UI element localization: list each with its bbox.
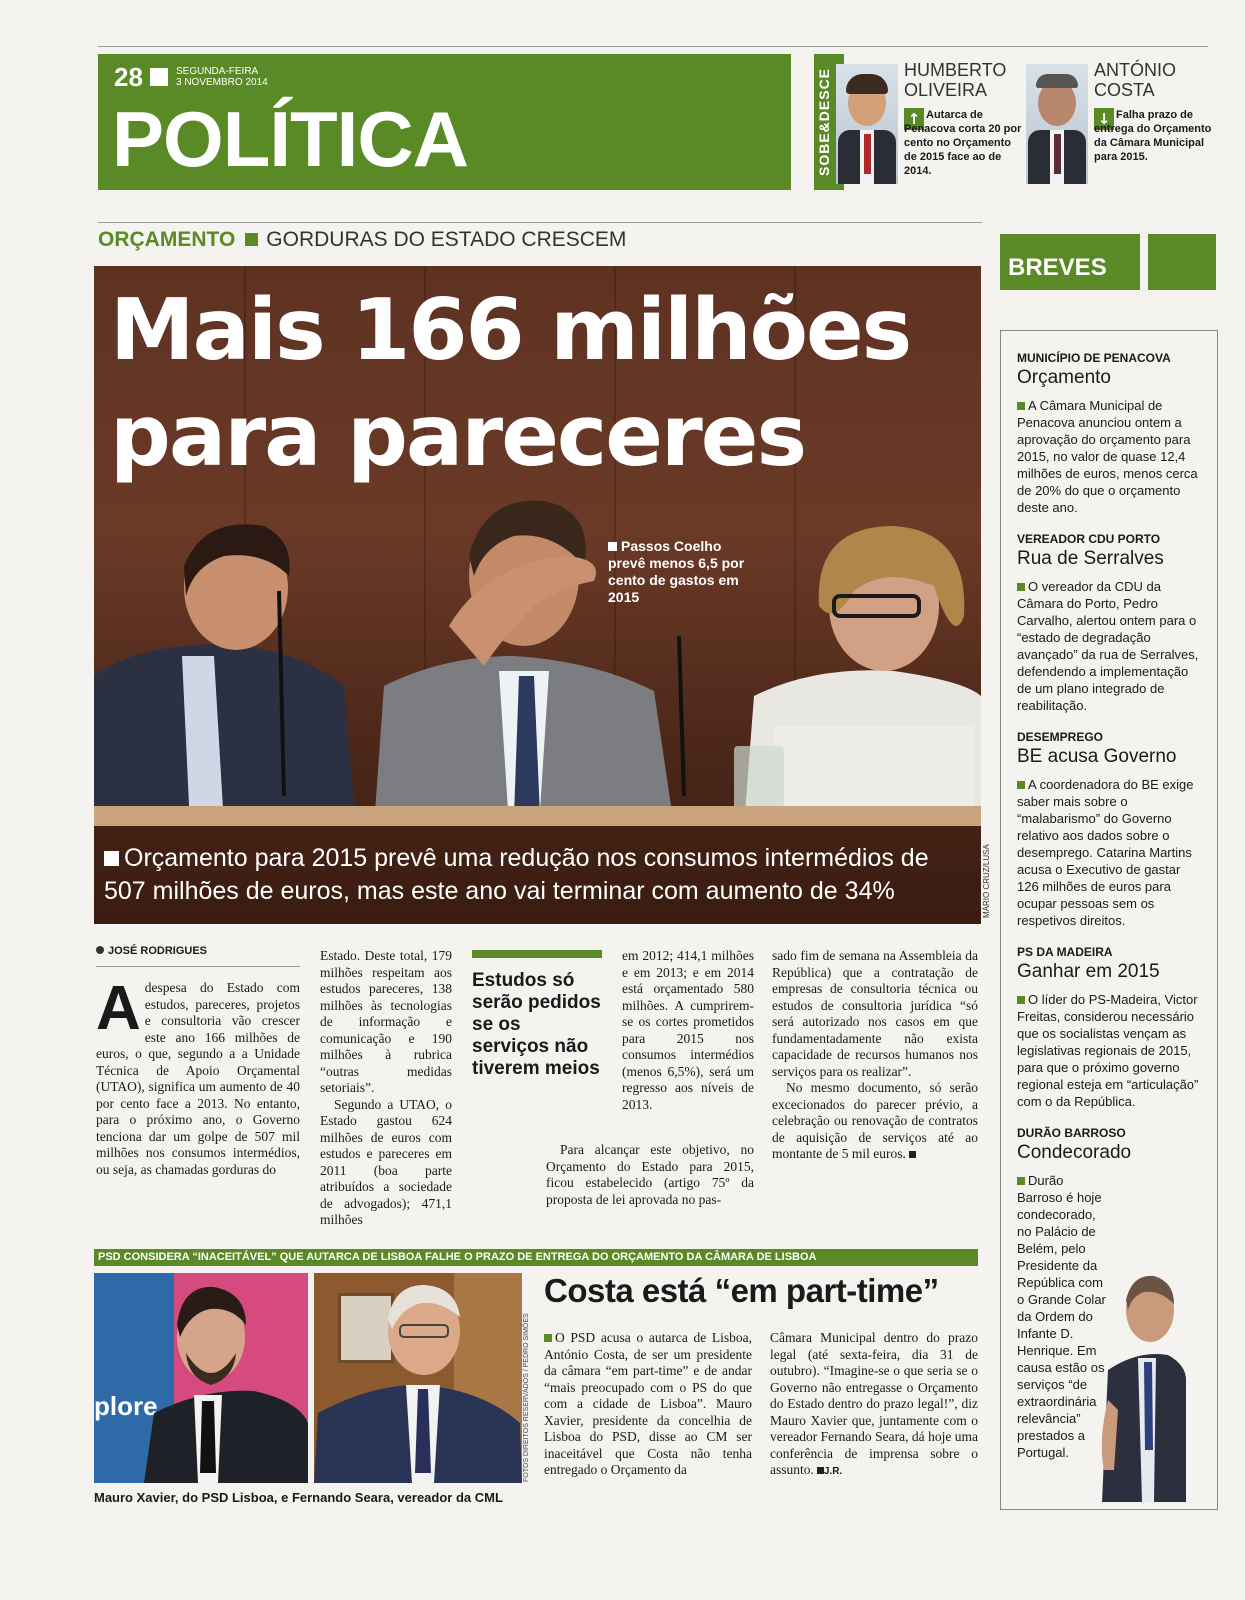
kicker-subtopic: GORDURAS DO ESTADO CRESCEM <box>266 228 627 251</box>
antonio-costa-photo <box>1026 64 1088 184</box>
desce-name: ANTÓNIO COSTA <box>1094 60 1177 100</box>
headline-line-1: Mais 166 milhões <box>110 281 911 380</box>
main-photo <box>94 266 981 924</box>
bottom-photo-credit: FOTOS DIREITOS RESERVADOS / PEDRO SIMÕES <box>523 1313 530 1482</box>
pull-quote <box>472 950 602 1080</box>
bottom-column-1: O PSD acusa o autarca de Lisboa, António Costa, de ser um presidente da câmara “em part-time” e de andar “mais preocupado com o PS do que com a cidade de Lisboa”. Mauro Xavier, presidente da concelhia de Lisboa do PSD, disse ao CM ser inaceitável que Costa não tenha entregado o Orçamento da <box>544 1330 752 1477</box>
arrow-down-icon: ↓ <box>1094 108 1114 130</box>
bottom-column-2: Câmara Municipal dentro do prazo legal (até sexta-feira, dia 31 de outubro). “Imagine-se o que seria se o Governo não entregasse o Orçamento do Estado dentro do prazo legal!”, diz Mauro Xavier que, juntamente com o vereador Fernando Seara, dá hoje uma conferência de imprensa sobre o assunto. J.R. <box>770 1330 978 1477</box>
article-column-2: Estado. Deste total, 179 milhões respeitam aos estudos pareceres, 138 milhões às tecnologias de informação e comunicação e 190 milhões à rubrica “outras medidas setoriais”. Segundo a UTAO, o Estado gastou 624 milhões de euros com estudos e pareceres em 2011 (boa parte atribuídos a sociedade de advogados); 471,1 milhões <box>320 948 452 1227</box>
bottom-photo-caption: Mauro Xavier, do PSD Lisboa, e Fernando Seara, vereador da CML <box>94 1490 503 1505</box>
sobe-desce-text: SOBE&DESCE <box>816 67 832 176</box>
kicker <box>98 228 626 252</box>
sobe-name: HUMBERTO OLIVEIRA <box>904 60 1007 100</box>
brief-item: DURÃO BARROSO Condecorado Durão Barroso é hoje condecorado, no Palácio de Belém, pelo Presidente da República com o Grande Colar da Ordem do Infante D. Henrique. Em causa estão os serviços “de extraordinária relevância” prestados a Portugal. <box>1017 1126 1132 1460</box>
arrow-up-icon: ↑ <box>904 108 924 130</box>
article-column-3a: em 2012; 414,1 milhões e em 2013; e em 2014 está orçamentado 580 milhões. A cumprirem-se os cortes prometidos para 2015 nos consumos intermédios (menos 6,5%), será um regresso aos níveis de 2013. <box>622 948 754 1112</box>
durao-barroso-photo <box>1098 1270 1186 1502</box>
brief-item: DESEMPREGO BE acusa Governo A coordenadora do BE exige saber mais sobre o “malabarismo” do Governo relativo aos dados sobre o desemprego. Catarina Martins acusa o Executivo de gastar 126 milhões de euros para ocupar pessoas sem os respetivos direitos. <box>1017 730 1194 928</box>
photo-credit: MÁRIO CRUZ/LUSA <box>982 844 991 918</box>
dropcap: A <box>96 974 141 1043</box>
breves-label: BREVES <box>1008 254 1107 281</box>
top-rule <box>98 46 1208 47</box>
fernando-seara-photo <box>314 1273 522 1483</box>
section-title: POLÍTICA <box>112 95 468 183</box>
mauro-xavier-photo <box>94 1273 308 1483</box>
kicker-rule <box>98 222 982 223</box>
sobe-person <box>836 58 1024 190</box>
bottom-story-title: Costa está “em part-time” <box>544 1272 939 1309</box>
dateline <box>176 66 268 88</box>
sobe-text: Autarca de Penacova corta 20 por cento no Orçamento de 2015 face ao de 2014. <box>904 109 1022 177</box>
desce-person <box>1026 58 1214 190</box>
brief-item: VEREADOR CDU PORTO Rua de Serralves O vereador da CDU da Câmara do Porto, Pedro Carvalho, alertou ontem para o “estado de degradação avançado” da rua de Serralves, defendendo a implementação de um plano integrado de reabilitação. <box>1017 532 1199 713</box>
date: 3 NOVEMBRO 2014 <box>176 77 268 88</box>
byline: JOSÉ RODRIGUES <box>96 945 207 957</box>
section-header <box>98 54 791 190</box>
subheadline: Orçamento para 2015 prevê uma redução nos consumos intermédios de 507 milhões de euros, mas este ano vai terminar com aumento de 34% <box>104 844 929 905</box>
desce-text: Falha prazo de entrega do Orçamento da Câmara Municipal para 2015. <box>1094 109 1212 163</box>
pull-quote-text: Estudos só serão pedidos se os serviços não tiverem meios <box>472 970 601 1079</box>
page-number: 28 <box>114 62 143 92</box>
article-column-1: Adespesa do Estado com estudos, pareceres, projetos e consultoria vão crescer este ano 166 milhões de euros, o que, segundo a a Unidade Técnica de Apoio Orçamental (UTAO), significa um aumento de 40 por cento face a 2013. No entanto, para o próximo ano, o Governo tenciona dar um golpe de 507 mil milhões nos consumos intermédios, ou seja, as chamadas gorduras do <box>96 974 300 1177</box>
headline <box>110 278 910 490</box>
header-square <box>150 68 168 86</box>
humberto-oliveira-photo <box>836 64 898 184</box>
bottom-story-bar: PSD CONSIDERA “INACEITÁVEL” QUE AUTARCA DE LISBOA FALHE O PRAZO DE ENTREGA DO ORÇAMENTO DA CÂMARA DE LISBOA <box>94 1249 978 1266</box>
brief-item: PS DA MADEIRA Ganhar em 2015 O líder do PS-Madeira, Victor Freitas, considerou necessário que os socialistas vençam as legislativas regionais de 2015, para que o próximo governo regional esteja em “articulação” com o da República. <box>1017 945 1199 1109</box>
kicker-topic: ORÇAMENTO <box>98 228 236 251</box>
article-column-3b: Para alcançar este objetivo, no Orçamento do Estado para 2015, ficou estabelecido (artigo 75º da proposta de lei aprovada no pas- <box>546 1142 754 1207</box>
breves-header <box>1000 234 1216 294</box>
photo-sign: plore <box>94 1391 158 1421</box>
headline-line-2: para pareceres <box>110 387 806 486</box>
byline-rule <box>96 966 300 967</box>
day: SEGUNDA-FEIRA <box>176 66 259 77</box>
article-column-4: sado fim de semana na Assembleia da República) que a contratação de empresas de consultoria técnica ou estudos de consultoria jurídica “só será autorizado nos casos em que fundamentadamente não exista capacidade de recursos humanos nos serviços para os realizar”. No mesmo documento, só serão excecionados do parecer prévio, a celebração ou renovação de contratos de aquisição de serviços até ao montante de 5 mil euros. <box>772 948 978 1161</box>
parliament-figures <box>94 496 981 826</box>
desk <box>94 806 981 826</box>
photo-caption: Passos Coelho prevê menos 6,5 por cento de gastos em 2015 <box>608 538 745 605</box>
brief-item: MUNICÍPIO DE PENACOVA Orçamento A Câmara Municipal de Penacova anunciou ontem a aprovação do orçamento para 2015, no valor de quase 12,4 milhões de euros, menos cerca de 20% do que o orçamento deste ano. <box>1017 351 1198 515</box>
